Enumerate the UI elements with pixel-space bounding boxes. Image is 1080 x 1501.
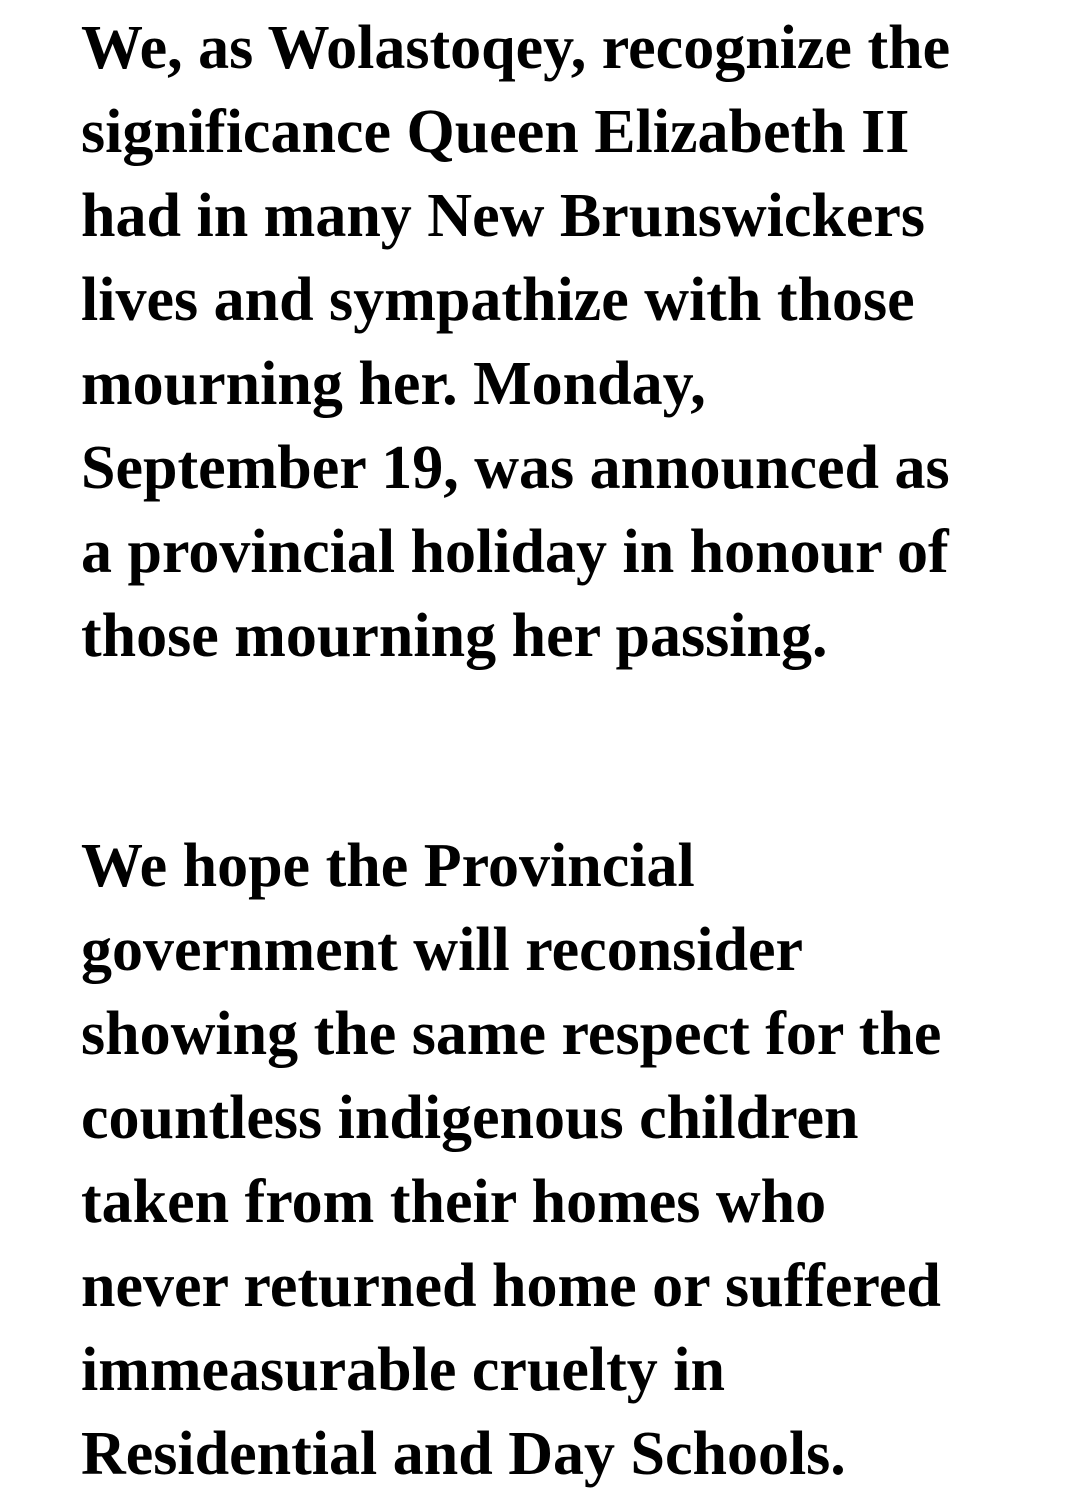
text-line: had in many New Brunswickers	[81, 182, 925, 250]
text-line: taken from their homes who	[81, 1168, 827, 1236]
text-line: those mourning her passing.	[81, 602, 828, 670]
text-line: significance Queen Elizabeth II	[81, 98, 910, 166]
text-line: We hope the Provincial	[81, 832, 695, 900]
text-line: never returned home or suffered	[81, 1252, 941, 1320]
text-line: Residential and Day Schools.	[81, 1420, 846, 1488]
paragraph-queen-mourning	[81, 6, 950, 678]
text-line: government will reconsider	[81, 916, 804, 984]
text-line: lives and sympathize with those	[81, 266, 915, 334]
text-line: We, as Wolastoqey, recognize the	[81, 14, 951, 82]
text-line: a provincial holiday in honour of	[81, 518, 949, 586]
text-line: countless indigenous children	[81, 1084, 859, 1152]
text-line: immeasurable cruelty in	[81, 1336, 726, 1404]
text-line: showing the same respect for the	[81, 1000, 942, 1068]
text-line: mourning her. Monday,	[81, 350, 706, 418]
paragraph-residential-schools	[81, 824, 941, 1496]
text-line: September 19, was announced as	[81, 434, 950, 502]
